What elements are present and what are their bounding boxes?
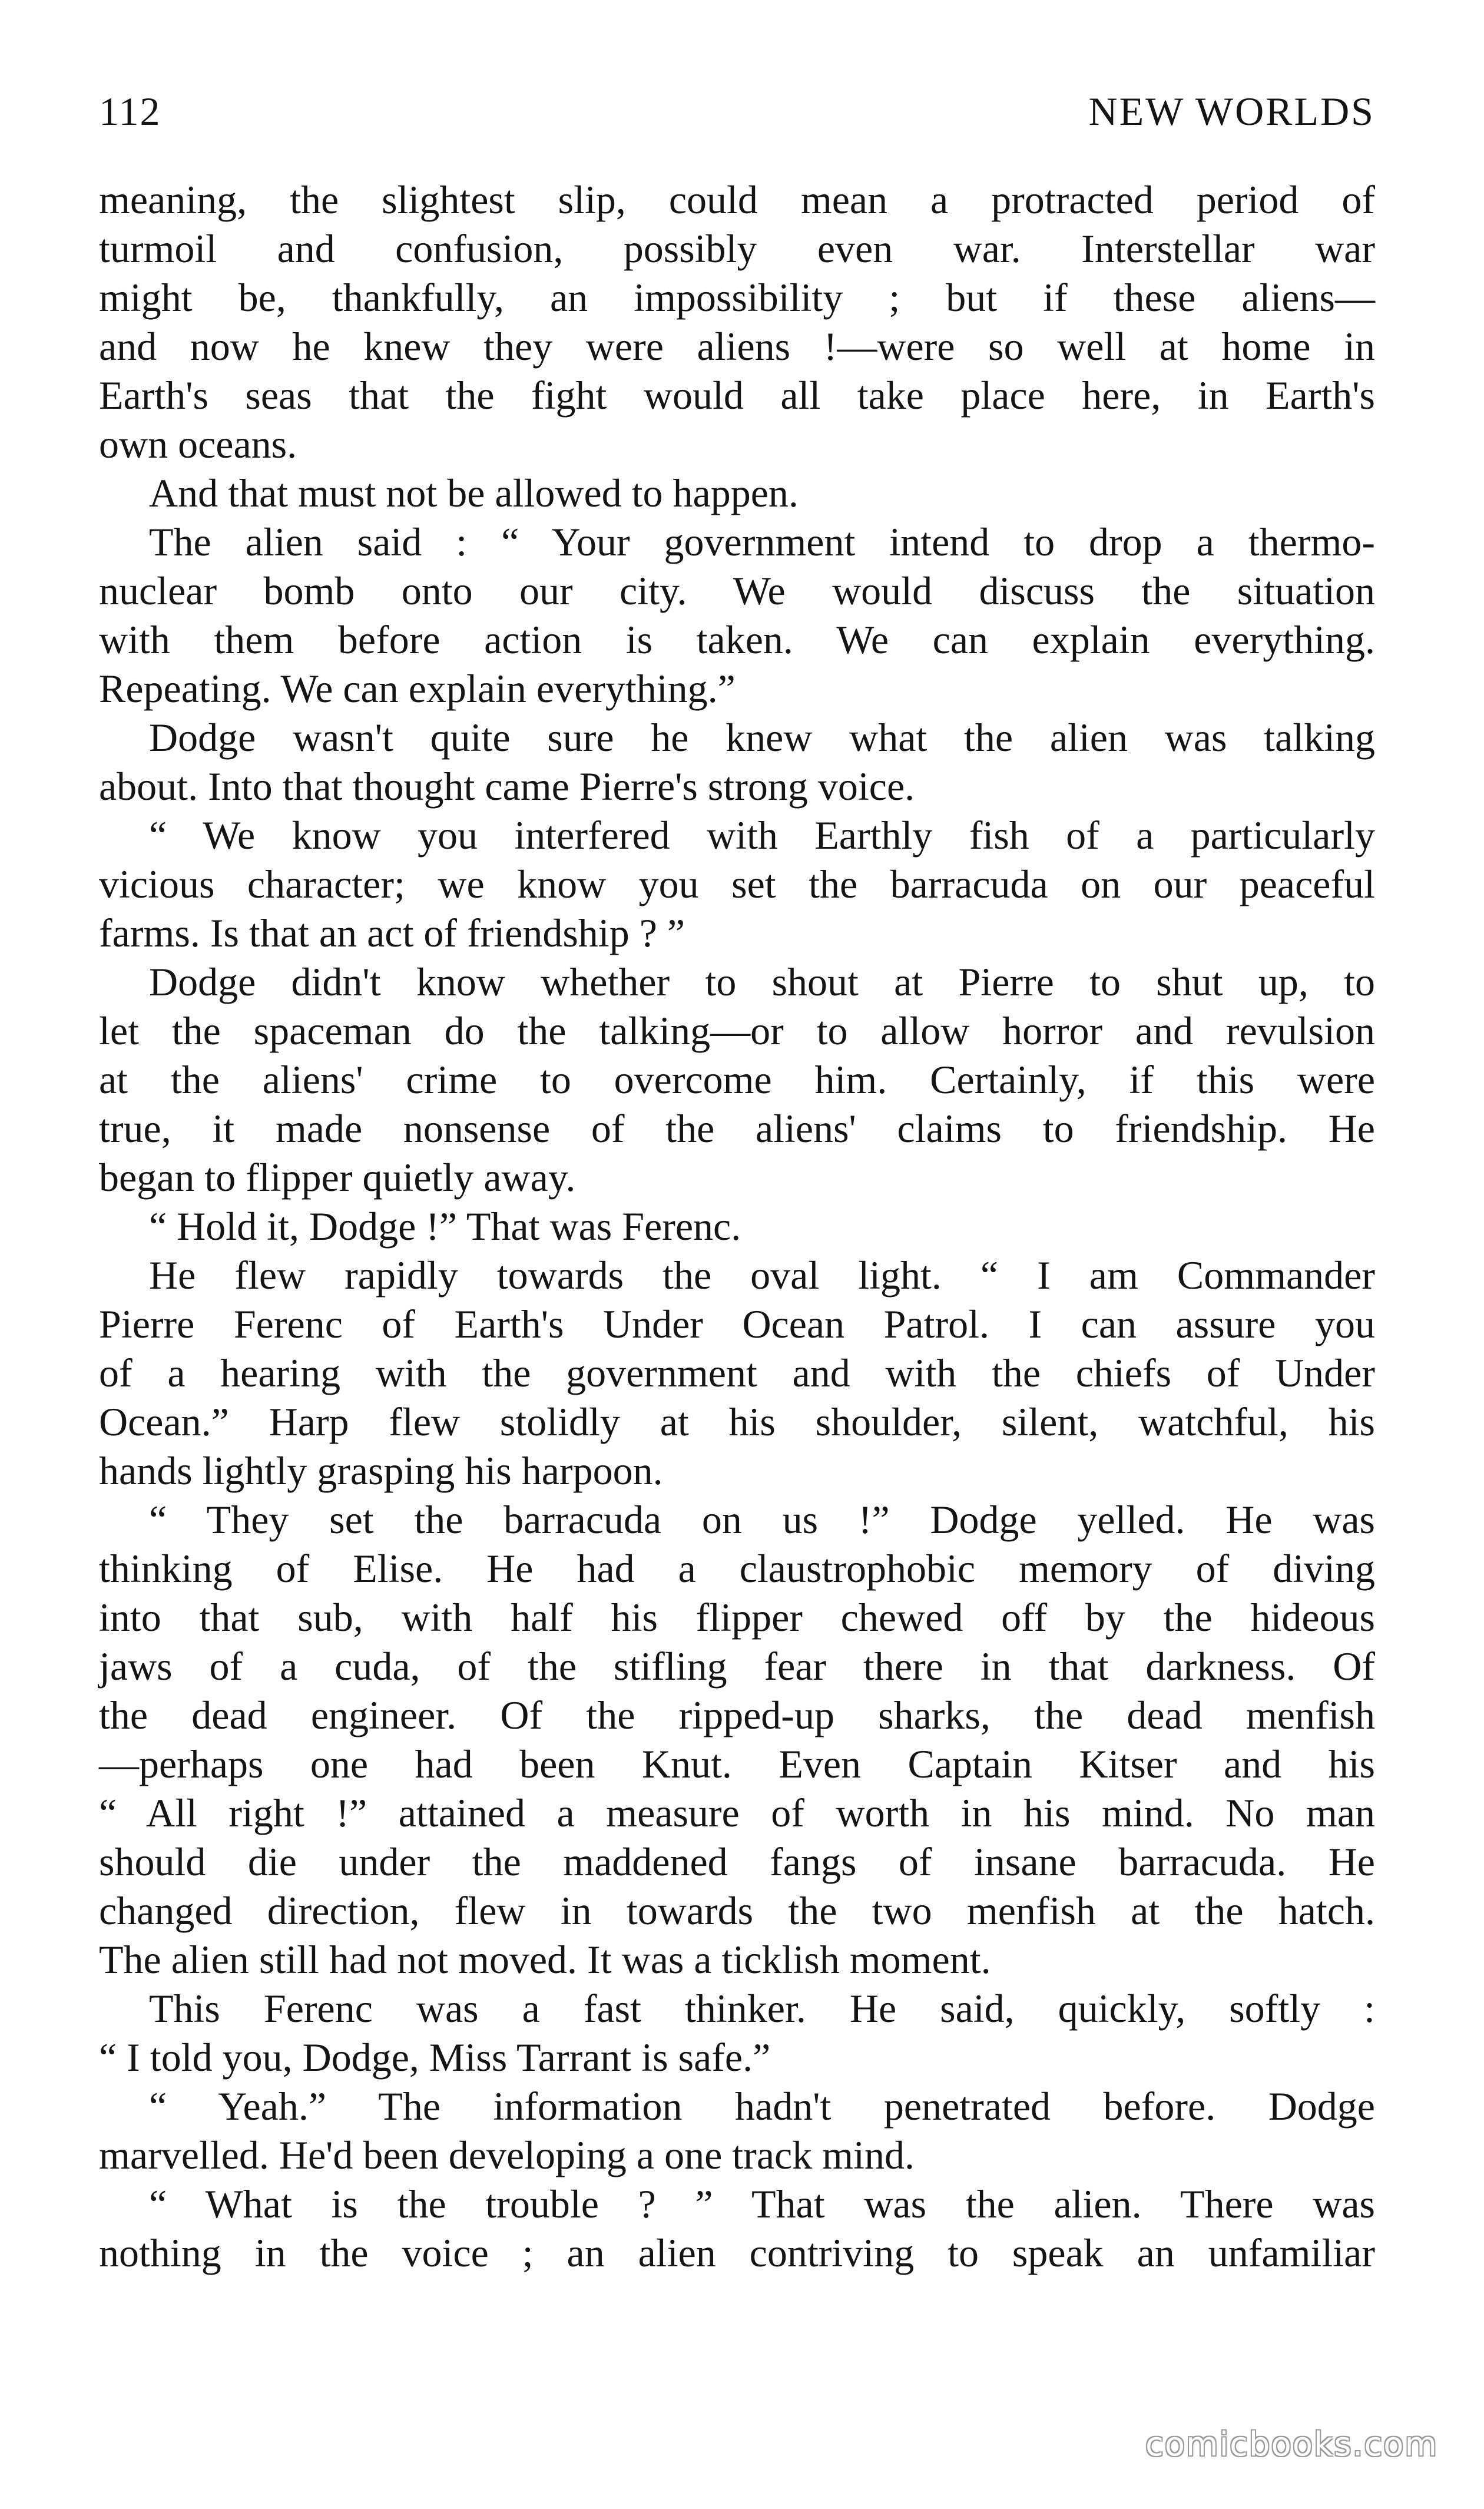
text-line: Repeating. We can explain everything.” (99, 666, 736, 711)
text-line: at the aliens' crime to overcome him. Certainly, if this were (99, 1057, 1375, 1102)
text-line: “ They set the barracuda on us !” Dodge yelled. He was (149, 1497, 1375, 1542)
text-line: And that must not be allowed to happen. (149, 471, 799, 515)
text-line: with them before action is taken. We can explain everything. (99, 617, 1375, 662)
text-line: and now he knew they were aliens !—were so well at home in (99, 324, 1375, 369)
text-line: let the spaceman do the talking—or to allow horror and revulsion (99, 1008, 1375, 1053)
text-line: marvelled. He'd been developing a one track mind. (99, 2133, 915, 2177)
text-line: turmoil and confusion, possibly even war. Interstellar war (99, 226, 1375, 271)
page-number: 112 (99, 89, 161, 134)
text-line: Earth's seas that the fight would all take place here, in Earth's (99, 373, 1375, 418)
text-line: “ What is the trouble ? ” That was the alien. There was (149, 2182, 1375, 2226)
text-line: true, it made nonsense of the aliens' claims to friendship. He (99, 1106, 1375, 1151)
text-line: nuclear bomb onto our city. We would discuss the situation (99, 568, 1375, 613)
text-line: He flew rapidly towards the oval light. “ I am Commander (149, 1253, 1375, 1297)
body-text (99, 176, 1375, 2278)
text-line: began to flipper quietly away. (99, 1155, 576, 1200)
text-line: Dodge didn't know whether to shout at Pierre to shut up, to (149, 959, 1375, 1004)
text-line: This Ferenc was a fast thinker. He said, quickly, softly : (149, 1986, 1375, 2031)
text-line: jaws of a cuda, of the stifling fear there in that darkness. Of (99, 1644, 1375, 1689)
text-line: into that sub, with half his flipper chewed off by the hideous (99, 1595, 1375, 1640)
text-line: farms. Is that an act of friendship ? ” (99, 911, 685, 955)
text-line: The alien said : “ Your government intend to drop a thermo- (149, 519, 1375, 564)
text-line: “ All right !” attained a measure of worth in his mind. No man (99, 1790, 1375, 1835)
text-line: should die under the maddened fangs of insane barracuda. He (99, 1839, 1375, 1884)
text-line: the dead engineer. Of the ripped-up sharks, the dead menfish (99, 1693, 1375, 1737)
text-line: about. Into that thought came Pierre's strong voice. (99, 764, 915, 809)
text-line: “ I told you, Dodge, Miss Tarrant is safe.” (99, 2035, 771, 2080)
text-line: Pierre Ferenc of Earth's Under Ocean Patrol. I can assure you (99, 1302, 1375, 1346)
text-line: “ We know you interfered with Earthly fish of a particularly (149, 813, 1375, 858)
running-title: NEW WORLDS (1088, 89, 1375, 134)
text-line: —perhaps one had been Knut. Even Captain Kitser and his (99, 1742, 1375, 1786)
text-line: Ocean.” Harp flew stolidly at his shoulder, silent, watchful, his (99, 1399, 1375, 1444)
text-line: meaning, the slightest slip, could mean a protracted period of (99, 177, 1375, 222)
text-line: Dodge wasn't quite sure he knew what the alien was talking (149, 715, 1375, 760)
text-line: The alien still had not moved. It was a ticklish moment. (99, 1937, 991, 1982)
text-line: thinking of Elise. He had a claustrophobic memory of diving (99, 1546, 1375, 1591)
text-line: might be, thankfully, an impossibility ; but if these aliens— (99, 275, 1375, 320)
text-line: changed direction, flew in towards the two menfish at the hatch. (99, 1888, 1375, 1933)
running-head (99, 88, 1375, 141)
text-line: of a hearing with the government and with the chiefs of Under (99, 1351, 1375, 1395)
watermark: comicbooks.com (1145, 2425, 1438, 2464)
text-line: “ Yeah.” The information hadn't penetrated before. Dodge (149, 2084, 1375, 2129)
text-line: nothing in the voice ; an alien contriving to speak an unfamiliar (99, 2230, 1375, 2275)
text-line: “ Hold it, Dodge !” That was Ferenc. (149, 1204, 741, 1249)
text-line: own oceans. (99, 422, 297, 466)
text-line: hands lightly grasping his harpoon. (99, 1448, 663, 1493)
text-line: vicious character; we know you set the barracuda on our peaceful (99, 862, 1375, 906)
